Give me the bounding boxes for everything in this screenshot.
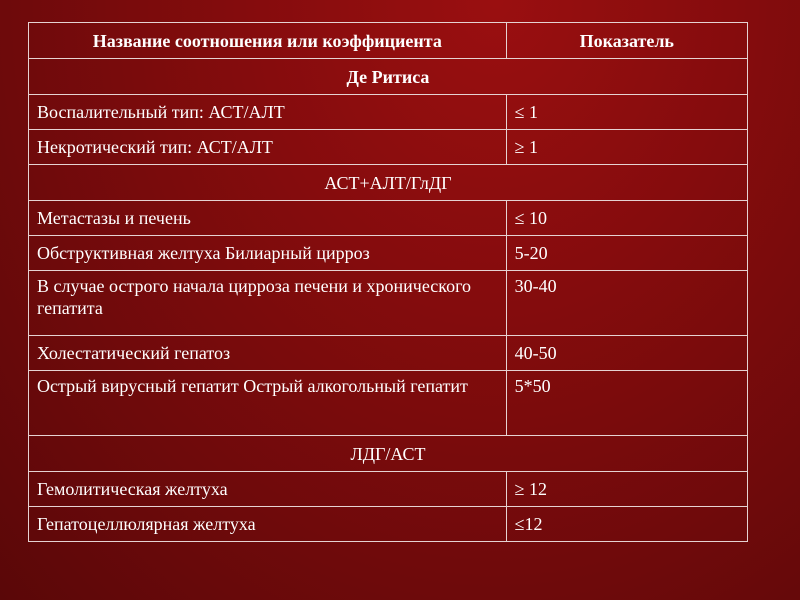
table-header-row xyxy=(29,23,748,59)
section-row xyxy=(29,59,748,95)
row-name: Обструктивная желтуха Билиарный цирроз xyxy=(29,236,507,271)
row-name: Острый вирусный гепатит Острый алкогольный гепатит xyxy=(29,371,507,436)
table-row xyxy=(29,201,748,236)
section-title: ЛДГ/АСТ xyxy=(29,436,748,472)
row-value: ≤ 1 xyxy=(506,95,747,130)
row-value: ≤12 xyxy=(506,507,747,542)
row-name: Холестатический гепатоз xyxy=(29,336,507,371)
row-name: Гемолитическая желтуха xyxy=(29,472,507,507)
row-value: 5-20 xyxy=(506,236,747,271)
section-row xyxy=(29,165,748,201)
section-title: АСТ+АЛТ/ГлДГ xyxy=(29,165,748,201)
row-value: ≤ 10 xyxy=(506,201,747,236)
row-name: Метастазы и печень xyxy=(29,201,507,236)
row-value: 30-40 xyxy=(506,271,747,336)
section-row xyxy=(29,436,748,472)
row-value: ≥ 12 xyxy=(506,472,747,507)
row-name: Гепатоцеллюлярная желтуха xyxy=(29,507,507,542)
table-row xyxy=(29,336,748,371)
row-value: 5*50 xyxy=(506,371,747,436)
table-row xyxy=(29,371,748,436)
table-row xyxy=(29,95,748,130)
table-row xyxy=(29,271,748,336)
row-name: В случае острого начала цирроза печени и хронического гепатита xyxy=(29,271,507,336)
table-row xyxy=(29,130,748,165)
header-name: Название соотношения или коэффициента xyxy=(29,23,507,59)
row-name: Некротический тип: АСТ/АЛТ xyxy=(29,130,507,165)
row-value: ≥ 1 xyxy=(506,130,747,165)
section-title: Де Ритиса xyxy=(29,59,748,95)
table-row xyxy=(29,236,748,271)
table-row xyxy=(29,507,748,542)
table-row xyxy=(29,472,748,507)
row-value: 40-50 xyxy=(506,336,747,371)
header-value: Показатель xyxy=(506,23,747,59)
row-name: Воспалительный тип: АСТ/АЛТ xyxy=(29,95,507,130)
ratios-table xyxy=(28,22,748,542)
